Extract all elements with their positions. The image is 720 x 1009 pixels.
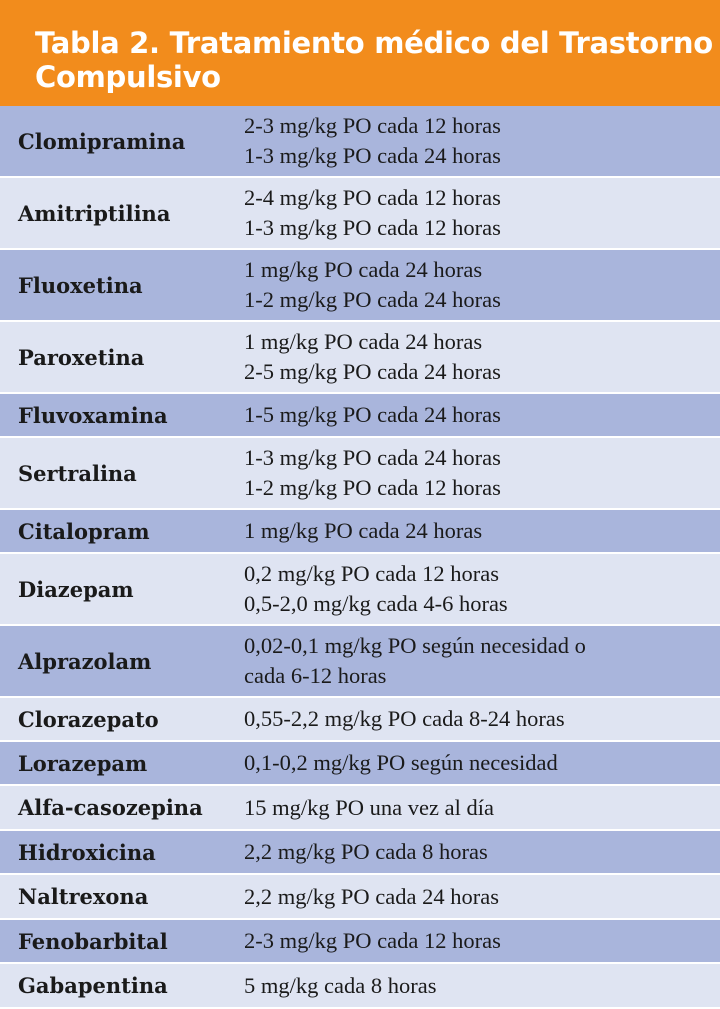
drug-name: Gabapentina — [18, 973, 168, 998]
table-row — [0, 875, 720, 920]
dose-cell — [226, 882, 720, 912]
table-row — [0, 250, 720, 322]
dose-cell — [226, 443, 720, 503]
dose-line: 1 mg/kg PO cada 24 horas — [244, 518, 483, 543]
dose-line: 2-4 mg/kg PO cada 12 horas — [244, 185, 501, 210]
drug-name: Hidroxicina — [18, 839, 156, 865]
dose-cell — [226, 516, 720, 546]
dose-cell — [226, 793, 720, 823]
dose-cell — [226, 748, 720, 778]
dose-line: 0,02-0,1 mg/kg PO según necesidad o — [244, 633, 586, 658]
table-row — [0, 106, 720, 178]
dose-line: 2,2 mg/kg PO cada 24 horas — [244, 883, 499, 909]
table-row — [0, 831, 720, 875]
dose-line: 15 mg/kg PO una vez al día — [244, 794, 494, 820]
table-row — [0, 510, 720, 554]
table-title — [0, 0, 720, 106]
drug-name: Alfa-casozepina — [18, 795, 203, 820]
dose-cell — [226, 183, 720, 243]
table-row — [0, 178, 720, 250]
drug-name: Clorazepato — [18, 706, 159, 732]
dose-line: 2,2 mg/kg PO cada 8 horas — [244, 839, 488, 864]
dose-line: 1 mg/kg PO cada 24 horas — [244, 329, 483, 354]
drug-name: Fluvoxamina — [18, 402, 168, 428]
table-row — [0, 964, 720, 1009]
dose-cell — [226, 559, 720, 619]
dose-cell — [226, 704, 720, 734]
dose-line: 0,1-0,2 mg/kg PO según necesidad — [244, 750, 558, 775]
dose-cell — [226, 327, 720, 387]
drug-name: Amitriptilina — [18, 200, 171, 226]
dose-line: 0,55-2,2 mg/kg PO cada 8-24 horas — [244, 706, 565, 731]
drug-name: Fenobarbital — [18, 928, 168, 954]
dose-line: 1-2 mg/kg PO cada 24 horas — [244, 287, 501, 312]
dose-cell — [226, 400, 720, 430]
drug-name: Lorazepam — [18, 750, 148, 776]
dose-line: cada 6-12 horas — [244, 663, 387, 688]
table-row — [0, 742, 720, 786]
dose-line: 1 mg/kg PO cada 24 horas — [244, 257, 483, 282]
dose-line: 1-3 mg/kg PO cada 24 horas — [244, 445, 501, 470]
dose-cell — [226, 926, 720, 956]
dose-line: 1-2 mg/kg PO cada 12 horas — [244, 475, 501, 500]
dose-line: 2-3 mg/kg PO cada 12 horas — [244, 928, 501, 953]
drug-name: Alprazolam — [18, 648, 152, 674]
table-row — [0, 786, 720, 831]
table-title-line-1: Tabla 2. Tratamiento médico del Trastorno — [35, 26, 713, 60]
dose-line: 5 mg/kg cada 8 horas — [244, 972, 437, 998]
dose-cell — [226, 631, 720, 691]
dose-cell — [226, 971, 720, 1001]
drug-name: Paroxetina — [18, 344, 145, 370]
table-row — [0, 438, 720, 510]
table-row — [0, 698, 720, 742]
table-row — [0, 554, 720, 626]
drug-name: Diazepam — [18, 576, 134, 602]
dose-line: 1-3 mg/kg PO cada 12 horas — [244, 215, 501, 240]
dose-line: 2-3 mg/kg PO cada 12 horas — [244, 113, 501, 138]
dose-line: 1-5 mg/kg PO cada 24 horas — [244, 402, 501, 427]
dose-cell — [226, 111, 720, 171]
dose-cell — [226, 837, 720, 867]
table-body — [0, 106, 720, 1009]
dose-line: 2-5 mg/kg PO cada 24 horas — [244, 359, 501, 384]
table-row — [0, 322, 720, 394]
table-row — [0, 920, 720, 964]
dose-cell — [226, 255, 720, 315]
drug-name: Naltrexona — [18, 884, 149, 909]
table-title-line-2: Compulsivo — [35, 60, 221, 94]
dose-line: 0,2 mg/kg PO cada 12 horas — [244, 561, 499, 586]
dose-line: 1-3 mg/kg PO cada 24 horas — [244, 143, 501, 168]
drug-name: Sertralina — [18, 460, 137, 486]
drug-name: Clomipramina — [18, 128, 186, 154]
table-row — [0, 394, 720, 438]
drug-name: Citalopram — [18, 518, 150, 544]
dose-line: 0,5-2,0 mg/kg cada 4-6 horas — [244, 591, 508, 616]
drug-name: Fluoxetina — [18, 272, 143, 298]
table-row — [0, 626, 720, 698]
